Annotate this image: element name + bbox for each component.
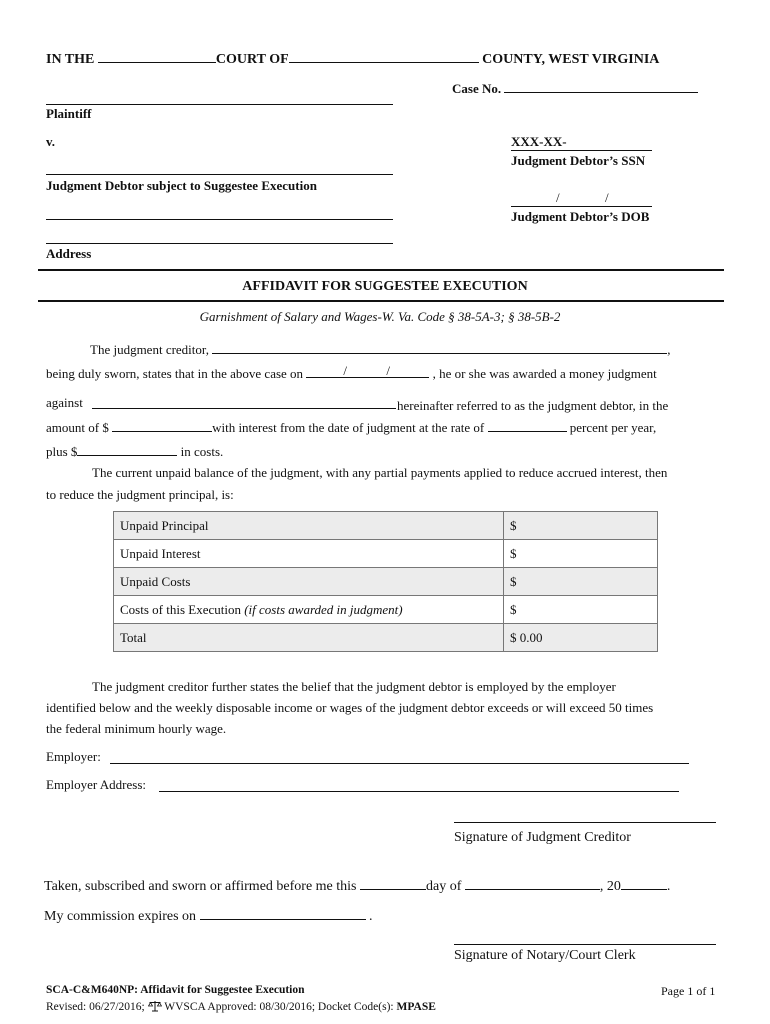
in-costs-text: in costs.	[180, 444, 224, 459]
belief-text-2: identified below and the weekly disposable income or wages of the judgment debtor exceeds or will exceed 50 times	[46, 700, 654, 715]
address-field-2[interactable]	[46, 243, 393, 244]
title-rule-bottom	[38, 300, 724, 302]
in-the-label: IN THE	[46, 52, 95, 67]
balance-text-1: The current unpaid balance of the judgment, with any partial payments applied to reduce accrued interest, then	[92, 465, 668, 480]
commission-text: My commission expires on	[44, 909, 197, 924]
ssn-field[interactable]	[511, 134, 567, 150]
row-amount[interactable]: $ 0.00	[504, 624, 658, 652]
form-id: SCA-C&M640NP: Affidavit for Suggestee Execution	[46, 984, 305, 996]
table-row	[114, 540, 658, 568]
costs-line	[46, 441, 223, 460]
court-of-label: COURT OF	[215, 52, 289, 67]
sworn-before-line	[44, 875, 670, 895]
day-field[interactable]	[360, 875, 426, 890]
row-label: Total	[114, 624, 504, 652]
sworn-line	[46, 363, 657, 382]
percent-text: percent per year,	[569, 420, 657, 435]
interest-rate-field[interactable]	[488, 417, 567, 432]
address-field-1[interactable]	[46, 219, 393, 220]
creditor-signature-label: Signature of Judgment Creditor	[454, 830, 631, 845]
page-subtitle: Garnishment of Salary and Wages-W. Va. Code § 38-5A-3; § 38-5B-2	[199, 309, 561, 324]
hereinafter-text: hereinafter referred to as the judgment debtor, in the	[397, 398, 669, 413]
comma: ,	[667, 342, 671, 357]
employer-label: Employer:	[46, 749, 101, 764]
dob-sep-1: /	[556, 190, 560, 205]
row-label: Costs of this Execution (if costs awarded in judgment)	[114, 596, 504, 624]
row-amount[interactable]: $	[504, 596, 658, 624]
address-label: Address	[46, 246, 92, 261]
notary-signature-field[interactable]	[454, 944, 716, 945]
row-amount[interactable]: $	[504, 512, 658, 540]
creditor-intro: The judgment creditor,	[90, 342, 209, 357]
year-field[interactable]	[621, 875, 667, 890]
dob-label: Judgment Debtor’s DOB	[511, 209, 650, 224]
court-type-field[interactable]	[98, 48, 216, 63]
revision-line	[46, 1000, 436, 1015]
belief-text-1: The judgment creditor further states the belief that the judgment debtor is employed by the employer	[92, 679, 616, 694]
amount-of-label: amount of $	[46, 420, 109, 435]
date-sep-1: /	[343, 363, 347, 378]
debtor-label: Judgment Debtor subject to Suggestee Execution	[46, 178, 317, 193]
county-label: COUNTY, WEST VIRGINIA	[482, 52, 660, 67]
employer-address-field[interactable]	[159, 791, 679, 792]
table-row	[114, 596, 658, 624]
amount-field[interactable]	[112, 417, 212, 432]
table-row	[114, 624, 658, 652]
page-title: AFFIDAVIT FOR SUGGESTEE EXECUTION	[242, 279, 528, 294]
balance-text-2: to reduce the judgment principal, is:	[46, 487, 234, 502]
sworn-before-text: Taken, subscribed and sworn or affirmed before me this	[44, 879, 357, 894]
row-amount[interactable]: $	[504, 568, 658, 596]
against-field[interactable]	[92, 408, 396, 409]
period: .	[666, 879, 671, 894]
case-no-field[interactable]	[504, 78, 698, 93]
row-label: Unpaid Interest	[114, 540, 504, 568]
month-field[interactable]	[465, 875, 600, 890]
plus-label: plus $	[46, 444, 78, 459]
scales-of-justice-icon	[148, 1000, 162, 1015]
awarded-text: , he or she was awarded a money judgment	[432, 366, 657, 381]
employer-field[interactable]	[110, 763, 689, 764]
versus-label: v.	[46, 134, 56, 149]
plaintiff-label: Plaintiff	[46, 106, 92, 121]
row-label: Unpaid Costs	[114, 568, 504, 596]
county-field[interactable]	[289, 48, 479, 63]
notary-signature-label: Signature of Notary/Court Clerk	[454, 948, 636, 963]
approved-text: WVSCA Approved: 08/30/2016; Docket Code(s):	[164, 1001, 394, 1013]
belief-text-3: the federal minimum hourly wage.	[46, 721, 227, 736]
dob-sep-2: /	[605, 190, 609, 205]
ssn-prefix: XXX-XX-	[511, 134, 567, 149]
ssn-line	[511, 150, 652, 151]
court-header	[46, 48, 659, 68]
commission-end: .	[369, 909, 373, 924]
year-prefix: , 20	[599, 879, 621, 894]
amount-line	[46, 417, 656, 436]
sworn-text: being duly sworn, states that in the above case on	[46, 366, 304, 381]
case-no-label: Case No.	[452, 81, 502, 96]
judgment-date-field[interactable]	[306, 363, 429, 378]
row-label: Unpaid Principal	[114, 512, 504, 540]
debtor-name-field[interactable]	[46, 174, 393, 175]
table-row	[114, 568, 658, 596]
ssn-label: Judgment Debtor’s SSN	[511, 153, 646, 168]
case-no	[452, 78, 698, 97]
revised-text: Revised: 06/27/2016;	[46, 1001, 145, 1013]
row-note: (if costs awarded in judgment)	[244, 601, 403, 617]
creditor-name-field[interactable]	[212, 339, 667, 354]
row-amount[interactable]: $	[504, 540, 658, 568]
docket-code: MPASE	[396, 1001, 436, 1013]
commission-line	[44, 905, 373, 925]
commission-date-field[interactable]	[200, 905, 366, 920]
title-rule-top	[38, 269, 724, 271]
page-number: Page 1 of 1	[661, 984, 716, 998]
with-interest-text: with interest from the date of judgment at the rate of	[212, 420, 485, 435]
creditor-line	[90, 339, 670, 358]
date-sep-2: /	[386, 363, 390, 378]
dob-field[interactable]	[511, 206, 652, 207]
balance-table	[113, 511, 658, 652]
table-row	[114, 512, 658, 540]
against-label: against	[46, 395, 83, 410]
plaintiff-field[interactable]	[46, 104, 393, 105]
day-of-text: day of	[426, 879, 462, 894]
costs-field[interactable]	[77, 441, 177, 456]
creditor-signature-field[interactable]	[454, 822, 716, 823]
employer-address-label: Employer Address:	[46, 777, 147, 792]
